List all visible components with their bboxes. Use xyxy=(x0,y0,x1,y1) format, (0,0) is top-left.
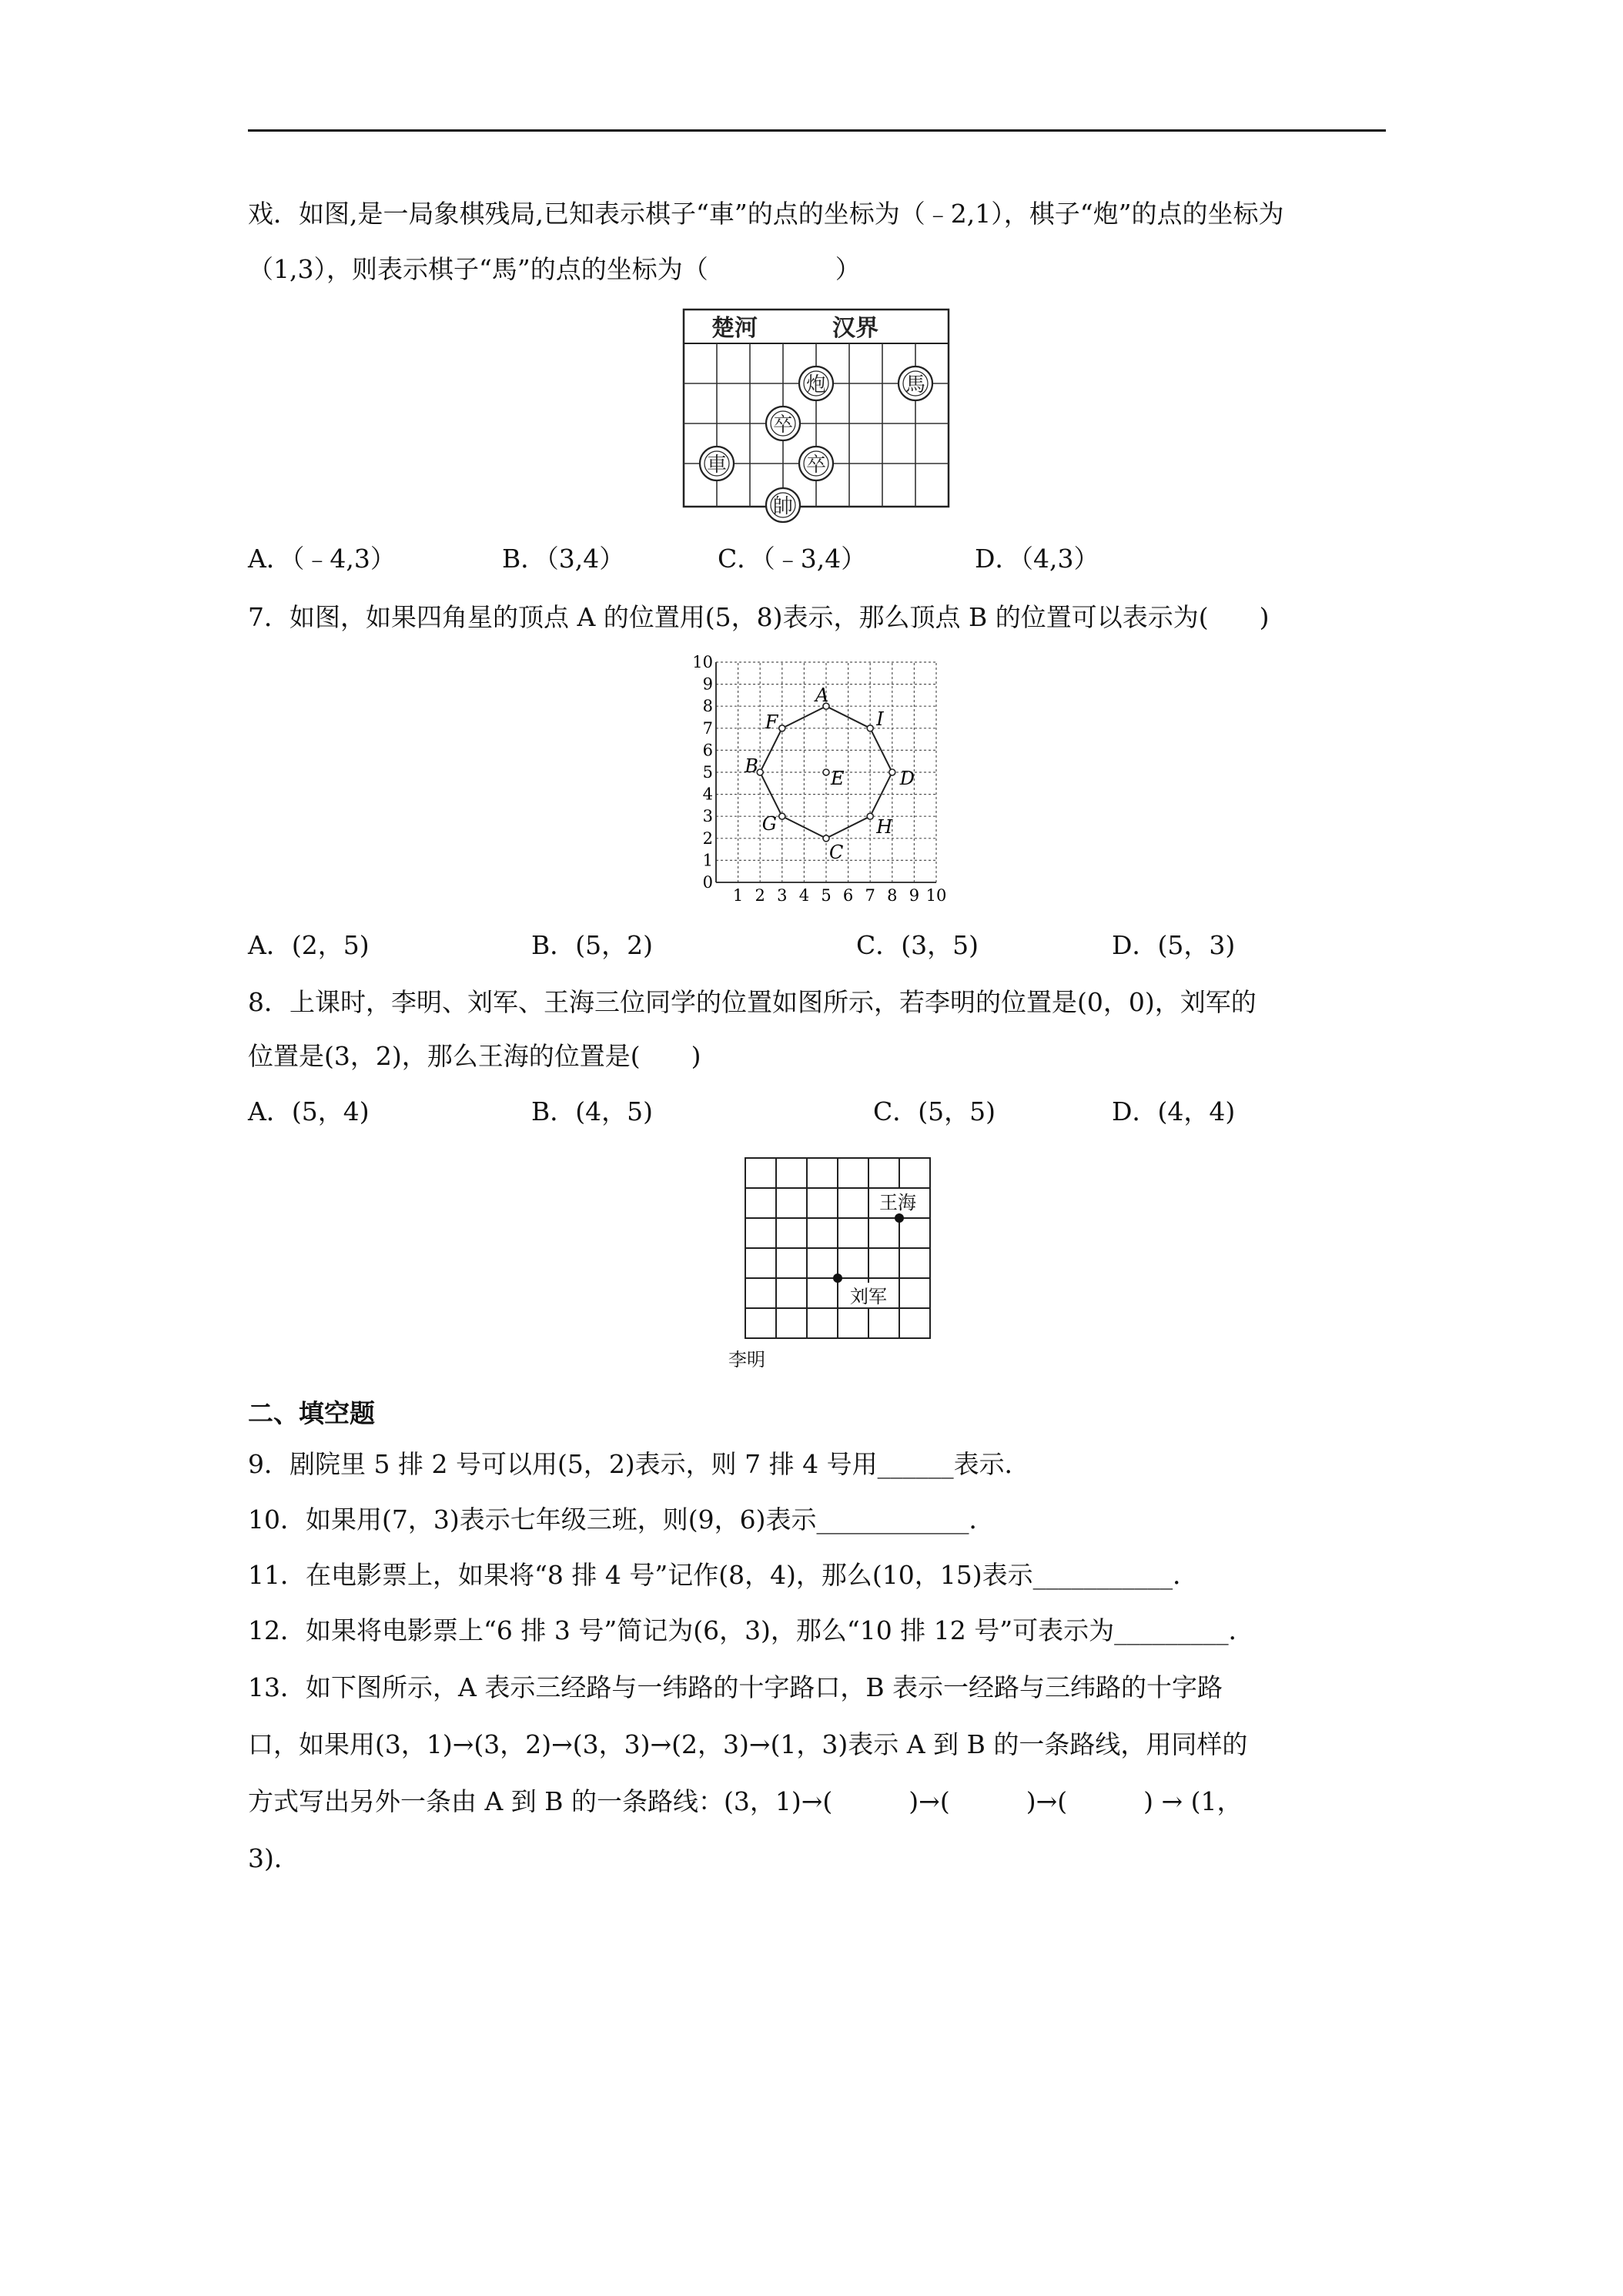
q6-option-b[interactable]: B．（3,4） xyxy=(502,544,625,574)
x-tick-label: 7 xyxy=(865,886,875,905)
q10-text: 10．如果用(7，3)表示七年级三班，则(9，6)表示____________． xyxy=(248,1504,995,1535)
point-label-E: E xyxy=(831,768,845,789)
y-tick-label: 3 xyxy=(702,807,713,826)
ju-piece xyxy=(700,447,734,480)
zu-piece-top xyxy=(766,407,800,440)
svg-text:炮: 炮 xyxy=(805,373,827,397)
liu-jun-label: 刘军 xyxy=(850,1286,887,1307)
point-E xyxy=(823,769,829,775)
y-tick-label: 0 xyxy=(702,873,713,892)
point-D xyxy=(889,769,895,775)
q13-text-line3: 方式写出另外一条由 A 到 B 的一条路线：(3，1)→( )→( )→( ) → (1， xyxy=(248,1786,1243,1816)
q8-option-b[interactable]: B．(4，5) xyxy=(531,1096,653,1126)
x-tick-label: 2 xyxy=(755,886,765,905)
river-right-label: 汉界 xyxy=(832,315,878,342)
q6-text-line2: （1,3），则表示棋子“馬”的点的坐标为（ ） xyxy=(248,254,861,284)
zu-piece-bottom xyxy=(799,447,833,480)
x-tick-label: 8 xyxy=(887,886,898,905)
seating-figure xyxy=(716,1155,939,1378)
li-ming-label: 李明 xyxy=(728,1349,765,1371)
q7-text: 7．如图，如果四角星的顶点 A 的位置用(5，8)表示，那么顶点 B 的位置可以表示为( ) xyxy=(248,602,1270,632)
q8-option-c[interactable]: C．(5，5) xyxy=(873,1096,996,1126)
wang-hai-dot xyxy=(895,1213,904,1223)
q7-option-d[interactable]: D．(5，3) xyxy=(1112,930,1236,960)
liu-jun-dot xyxy=(833,1274,842,1283)
wang-hai-label: 王海 xyxy=(879,1192,916,1213)
ma-piece xyxy=(899,366,932,400)
q8-text-line1: 8．上课时，李明、刘军、王海三位同学的位置如图所示，若李明的位置是(0，0)，刘军的 xyxy=(248,987,1257,1017)
x-tick-label: 4 xyxy=(798,886,810,905)
y-tick-label: 4 xyxy=(702,785,713,804)
pao-piece xyxy=(799,366,833,400)
y-tick-label: 8 xyxy=(702,697,713,716)
x-tick-label: 9 xyxy=(909,886,920,905)
q8-option-a[interactable]: A．(5，4) xyxy=(248,1096,370,1126)
point-G xyxy=(779,813,785,819)
point-label-C: C xyxy=(829,841,844,863)
point-label-H: H xyxy=(876,816,893,838)
x-tick-label: 1 xyxy=(732,886,744,905)
x-tick-label: 6 xyxy=(842,886,854,905)
xiangqi-figure xyxy=(682,308,950,527)
svg-text:帥: 帥 xyxy=(772,495,794,518)
svg-text:卒: 卒 xyxy=(805,454,827,477)
q7-option-a[interactable]: A．(2，5) xyxy=(248,930,370,960)
y-tick-label: 2 xyxy=(702,828,713,848)
svg-text:卒: 卒 xyxy=(772,413,794,437)
y-tick-label: 5 xyxy=(702,763,713,782)
point-H xyxy=(867,813,873,819)
q8-option-d[interactable]: D．(4，4) xyxy=(1112,1096,1236,1126)
header-rule xyxy=(248,129,1386,132)
y-tick-label: 7 xyxy=(702,718,713,738)
x-tick-label: 5 xyxy=(821,886,832,905)
point-C xyxy=(823,835,829,842)
q13-text-line1: 13．如下图所示，A 表示三经路与一纬路的十字路口，B 表示一经路与三纬路的十字路 xyxy=(248,1672,1223,1702)
y-tick-label: 10 xyxy=(692,653,713,671)
svg-text:車: 車 xyxy=(706,454,728,477)
q9-text: 9．剧院里 5 排 2 号可以用(5，2)表示，则 7 排 4 号用______表示． xyxy=(248,1449,1030,1479)
point-label-G: G xyxy=(761,813,777,835)
q6-option-a[interactable]: A．（﹣4,3） xyxy=(248,544,396,574)
q11-text: 11．在电影票上，如果将“8 排 4 号”记作(8，4)，那么(10，15)表示___________． xyxy=(248,1560,1199,1590)
point-label-A: A xyxy=(815,684,829,707)
y-tick-label: 6 xyxy=(702,741,713,760)
point-F xyxy=(779,725,785,731)
y-tick-label: 1 xyxy=(702,851,713,870)
q6-option-d[interactable]: D．（4,3） xyxy=(975,544,1099,574)
q12-text: 12．如果将电影票上“6 排 3 号”简记为(6，3)，那么“10 排 12 号”可表示为_________． xyxy=(248,1615,1254,1645)
point-label-F: F xyxy=(765,711,778,733)
x-tick-label: 3 xyxy=(777,886,788,905)
point-label-D: D xyxy=(899,768,915,789)
point-label-I: I xyxy=(876,708,884,730)
x-tick-label: 10 xyxy=(925,886,947,905)
river-left-label: 楚河 xyxy=(711,315,758,342)
point-label-B: B xyxy=(745,755,758,777)
point-I xyxy=(867,725,873,731)
q6-option-c[interactable]: C．（﹣3,4） xyxy=(718,544,867,574)
q13-text-line2: 口，如果用(3，1)→(3，2)→(3，3)→(2，3)→(1，3)表示 A 到 B 的一条路线，用同样的 xyxy=(248,1729,1248,1759)
q13-text-line4: 3)． xyxy=(248,1843,300,1873)
section-fill-in-heading: 二、填空题 xyxy=(248,1398,375,1428)
q7-option-b[interactable]: B．(5，2) xyxy=(531,930,653,960)
star-grid-figure xyxy=(687,653,956,907)
q8-text-line2: 位置是(3，2)，那么王海的位置是( ) xyxy=(248,1041,701,1071)
y-tick-label: 9 xyxy=(702,674,713,694)
q6-text-line1: 戏．如图,是一局象棋残局,已知表示棋子“車”的点的坐标为（﹣2,1），棋子“炮”的点的坐标为 xyxy=(248,199,1284,229)
q7-option-c[interactable]: C．(3，5) xyxy=(856,930,979,960)
svg-text:馬: 馬 xyxy=(905,373,926,397)
shuai-piece xyxy=(766,488,800,522)
